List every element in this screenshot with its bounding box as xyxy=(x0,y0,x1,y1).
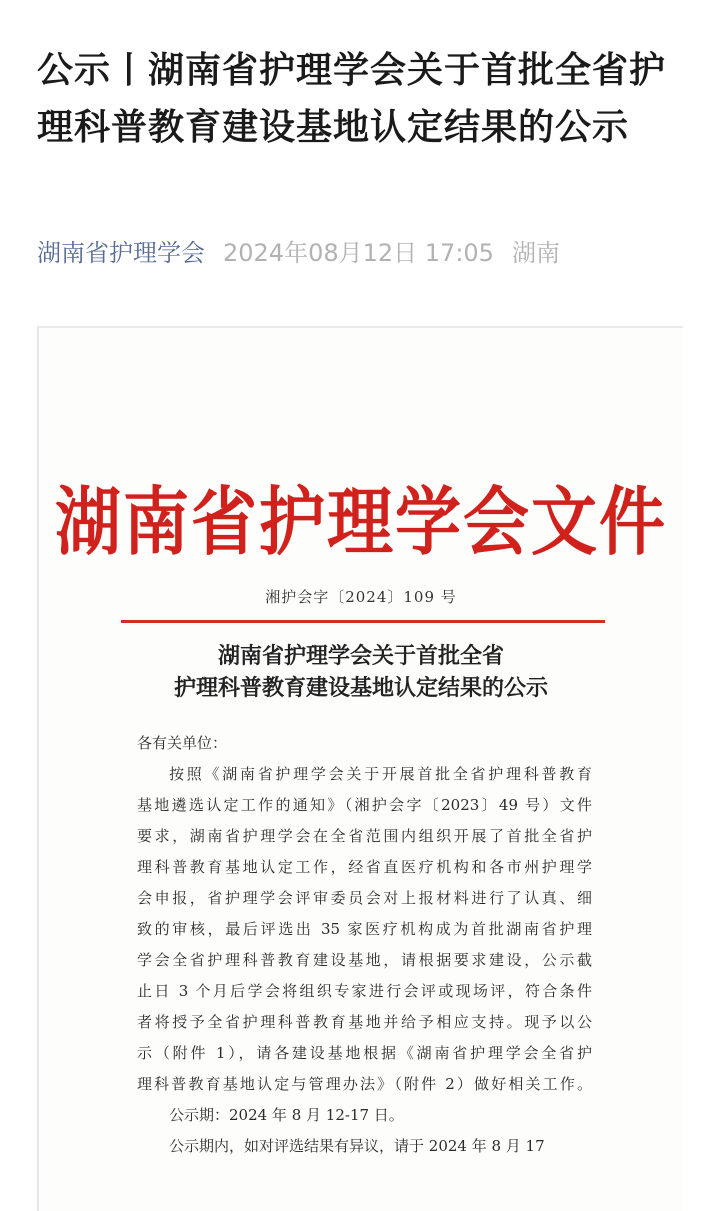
document-salutation: 各有关单位： xyxy=(137,734,228,752)
document-body-line: 按照《湖南省护理学会关于开展首批全省护理科普教育 xyxy=(169,765,592,783)
document-title-line: 护理科普教育建设基地认定结果的公示 xyxy=(173,675,548,701)
document-body-line: 学会全省护理科普教育建设基地，请根据要求建设，公示截 xyxy=(137,951,592,969)
document-body-line: 示（附件 1），请各建设基地根据《湖南省护理学会全省护 xyxy=(137,1044,592,1062)
document-body-line: 要求，湖南省护理学会在全省范围内组织开展了首批全省护 xyxy=(137,827,592,845)
document-body-line: 致的审核，最后评选出 35 家医疗机构成为首批湖南省护理 xyxy=(137,920,592,938)
document-title xyxy=(39,640,683,704)
document-number: 湘护会字〔2024〕109 号 xyxy=(265,588,457,606)
article-title: 公示丨湖南省护理学会关于首批全省护理科普教育建设基地认定结果的公示 xyxy=(37,50,667,148)
document-header: 湖南省护理学会文件 xyxy=(55,477,667,566)
document-body-line: 会申报，省护理学会评审委员会对上报材料进行了认真、细 xyxy=(137,889,592,907)
document-objection-line: 公示期内，如对评选结果有异议，请于 2024 年 8 月 17 xyxy=(169,1137,545,1155)
document-body-line: 理科普教育基地认定与管理办法》（附件 2）做好相关工作。 xyxy=(137,1075,592,1093)
publish-time: 2024年08月12日 17:05 xyxy=(223,238,494,267)
red-divider-line xyxy=(121,620,605,623)
document-period-line: 公示期：2024 年 8 月 12-17 日。 xyxy=(169,1106,404,1124)
document-body-line: 理科普教育基地认定工作，经省直医疗机构和各市州护理学 xyxy=(137,858,592,876)
document-body xyxy=(137,728,592,1162)
account-name-link[interactable]: 湖南省护理学会 xyxy=(37,238,205,267)
document-body-line: 止日 3 个月后学会将组织专家进行会评或现场评，符合条件 xyxy=(137,982,592,1000)
document-body-line: 者将授予全省护理科普教育基地并给予相应支持。现予以公 xyxy=(137,1013,592,1031)
document-title-line: 湖南省护理学会关于首批全省 xyxy=(217,643,504,669)
document-image[interactable] xyxy=(37,326,683,1211)
article-meta xyxy=(37,230,560,270)
document-body-line: 基地遴选认定工作的通知》（湘护会字〔2023〕49 号）文件 xyxy=(137,796,592,814)
publish-location: 湖南 xyxy=(511,238,560,267)
